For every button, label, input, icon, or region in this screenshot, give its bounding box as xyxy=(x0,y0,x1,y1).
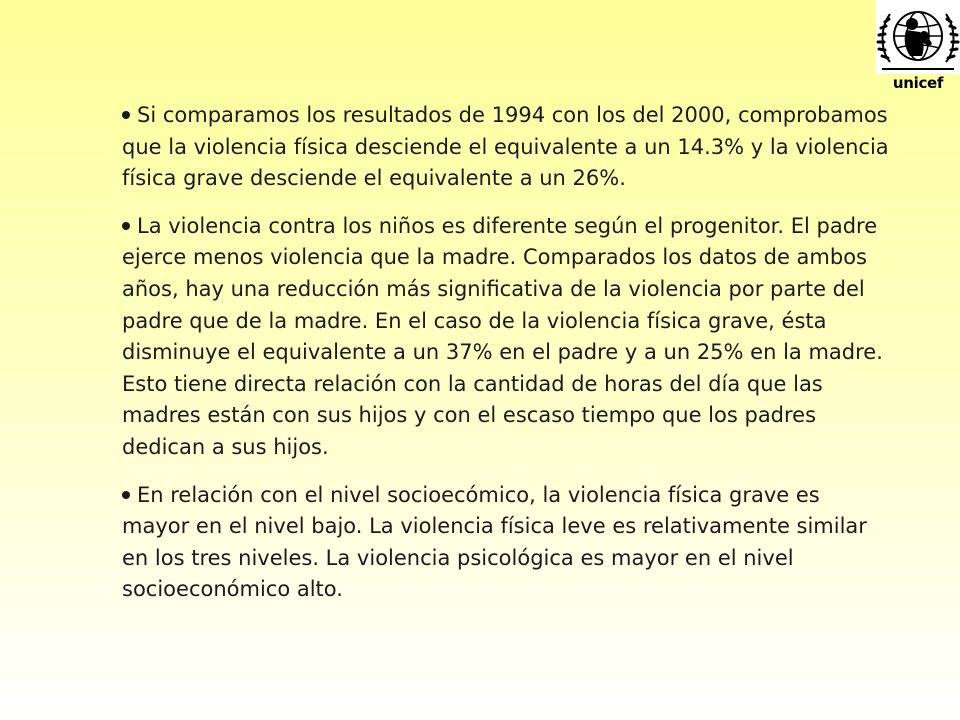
paragraph-3 xyxy=(122,480,892,606)
paragraph-2-text: La violencia contra los niños es diferente según el progenitor. El padre ejerce menos violencia que la madre. Comparados los datos de ambos años, hay una reducción más significativa de la violencia por parte del padre que de la madre. En el caso de la violencia física grave, ésta disminuye el equivalente a un 37% en el padre y a un 25% en la madre. Esto tiene directa relación con la cantidad de horas del día que las madres están con sus hijos y con el escaso tiempo que los padres dedican a sus hijos. xyxy=(122,213,883,459)
paragraph-1 xyxy=(122,100,892,195)
unicef-logo xyxy=(876,0,960,98)
bullet-icon xyxy=(122,222,130,230)
unicef-mother-child-globe-icon xyxy=(876,0,960,74)
paragraph-3-text: En relación con el nivel socioecómico, la violencia física grave es mayor en el nivel bajo. La violencia física leve es relativamente similar en los tres niveles. La violencia psicológica es mayor en el nivel socioeconómico alto. xyxy=(122,482,867,602)
unicef-wordmark: unicef xyxy=(892,74,944,92)
bullet-icon xyxy=(122,491,130,499)
bullet-icon xyxy=(122,111,130,119)
paragraph-2 xyxy=(122,211,892,464)
body-text xyxy=(122,100,892,622)
paragraph-1-text: Si comparamos los resultados de 1994 con los del 2000, comprobamos que la violencia física desciende el equivalente a un 14.3% y la violencia física grave desciende el equivalente a un 26%. xyxy=(122,103,889,191)
